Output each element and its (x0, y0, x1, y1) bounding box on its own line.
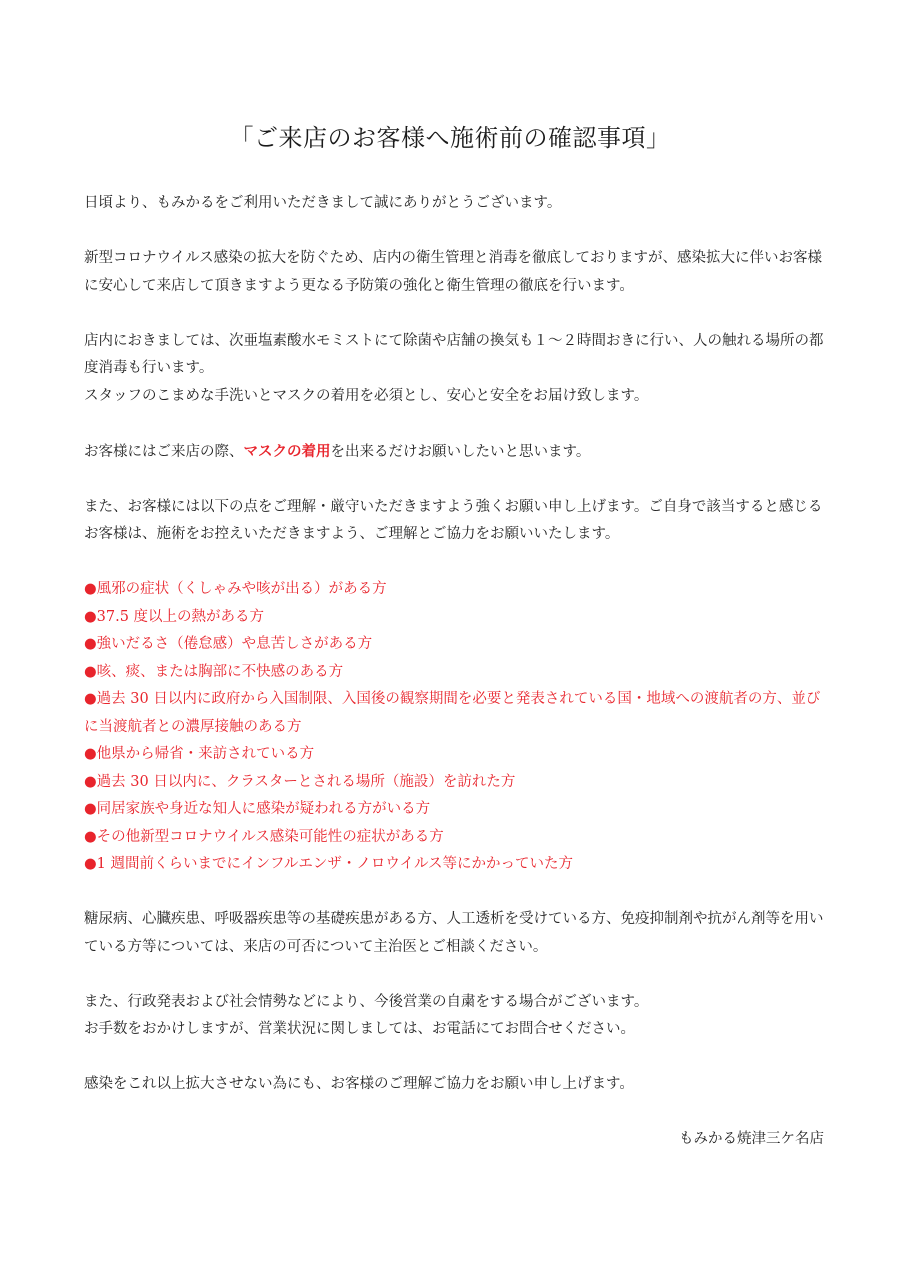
closure-note-line-2: お手数をおかけしますが、営業状況に関しましては、お電話にてお問合せください。 (84, 1021, 635, 1037)
condition-item: ●咳、痰、または胸部に不快感のある方 (84, 663, 344, 680)
measures-paragraph: 新型コロナウイルス感染の拡大を防ぐため、店内の衛生管理と消毒を徹底しておりますが、感染拡大に伴いお客様に安心して来店して頂きますよう更なる予防策の強化と衛生管理の徹底を行います。 (84, 250, 823, 294)
condition-item: ●風邪の症状（くしゃみや咳が出る）がある方 (84, 581, 387, 597)
bullet-icon: ● (84, 856, 97, 872)
mask-request-before: お客様にはご来店の際、 (84, 443, 244, 460)
bullet-icon: ● (84, 801, 97, 817)
store-measures-line-2: スタッフのこまめな手洗いとマスクの着用を必須とし、安心と安全をお届け致します。 (84, 387, 649, 404)
bullet-icon: ● (84, 691, 97, 707)
conditions-list (84, 576, 824, 879)
condition-item: ●他県から帰省・来訪されている方 (84, 746, 315, 762)
bullet-icon: ● (84, 773, 97, 790)
bullet-icon: ● (84, 746, 97, 762)
bullet-icon: ● (84, 663, 97, 680)
condition-item: ●過去 30 日以内に政府から入国制限、入国後の観察期間を必要と発表されている国・地域への渡航者の方、並びに当渡航者との濃厚接触のある方 (84, 691, 821, 735)
closing-paragraph: 感染をこれ以上拡大させない為にも、お客様のご理解ご協力をお願い申し上げます。 (84, 1076, 634, 1092)
mask-request-paragraph (84, 438, 824, 467)
condition-item: ●強いだるさ（倦怠感）や息苦しさがある方 (84, 636, 373, 652)
bullet-icon: ● (84, 828, 97, 845)
condition-item: ●過去 30 日以内に、クラスターとされる場所（施設）を訪れた方 (84, 773, 516, 790)
mask-request-after: を出来るだけお願いしたいと思います。 (330, 443, 591, 460)
bullet-icon: ● (84, 636, 97, 652)
bullet-icon: ● (84, 581, 97, 597)
closure-note-line-1: また、行政発表および社会情勢などにより、今後営業の自粛をする場合がございます。 (84, 993, 649, 1010)
condition-item: ●37.5 度以上の熱がある方 (84, 608, 265, 625)
intro-paragraph: 日頃より、もみかるをご利用いただきまして誠にありがとうございます。 (84, 195, 562, 211)
condition-item: ●その他新型コロナウイルス感染可能性の症状がある方 (84, 828, 444, 845)
medical-note-paragraph: 糖尿病、心臓疾患、呼吸器疾患等の基礎疾患がある方、人工透析を受けている方、免疫抑制剤や抗がん剤等を用いている方等については、来店の可否について主治医とご相談ください。 (84, 911, 824, 955)
notice-body (84, 190, 824, 1181)
store-signature: もみかる焼津三ケ名店 (679, 1131, 824, 1147)
closure-note-paragraph (84, 989, 824, 1044)
condition-item: ●同居家族や身近な知人に感染が疑われる方がいる方 (84, 801, 431, 817)
store-measures-line-1: 店内におきましては、次亜塩素酸水モミストにて除菌や店舗の換気も１〜２時間おきに行い、人の触れる場所の都度消毒も行います。 (84, 332, 824, 376)
store-measures-paragraph (84, 328, 824, 411)
bullet-icon: ● (84, 608, 97, 625)
mask-highlight: マスクの着用 (243, 442, 331, 460)
condition-item: ●1 週間前くらいまでにインフルエンザ・ノロウイルス等にかかっていた方 (84, 856, 574, 872)
page-title: 「ご来店のお客様へ施術前の確認事項」 (229, 124, 671, 152)
compliance-paragraph: また、お客様には以下の点をご理解・厳守いただきますよう強くお願い申し上げます。ご自身で該当すると感じるお客様は、施術をお控えいただきますよう、ご理解とご協力をお願いいたします。 (84, 498, 823, 542)
